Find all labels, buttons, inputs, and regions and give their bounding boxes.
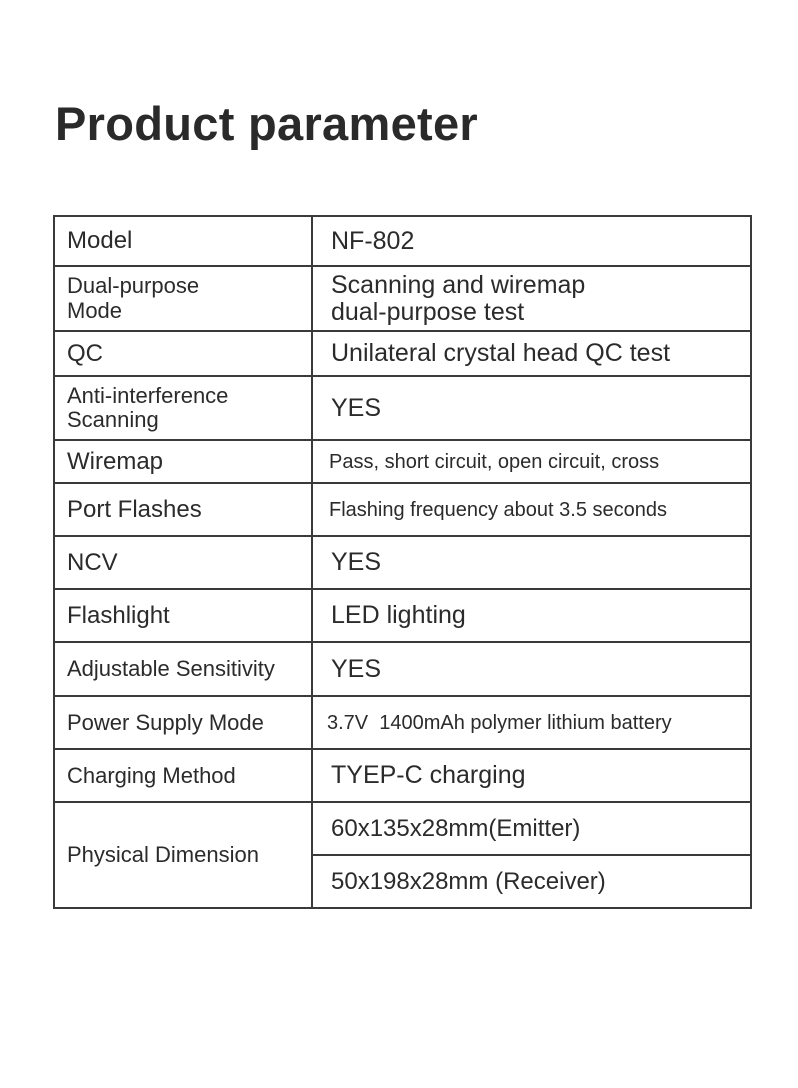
row-label-dual-purpose-mode — [54, 266, 312, 331]
row-label-flashlight: Flashlight — [54, 589, 312, 642]
row-value-physical-dimension-emitter: 60x135x28mm(Emitter) — [312, 802, 751, 855]
label-text: Anti-interference Scanning — [67, 382, 229, 432]
table-row — [54, 749, 751, 802]
table-row — [54, 696, 751, 749]
table-row — [54, 802, 751, 855]
row-label-anti-interference — [54, 376, 312, 440]
row-label-wiremap: Wiremap — [54, 440, 312, 483]
page-title: Product parameter — [55, 97, 479, 150]
row-label-adjustable-sensitivity: Adjustable Sensitivity — [54, 642, 312, 696]
row-label-port-flashes: Port Flashes — [54, 483, 312, 536]
table-row — [54, 216, 751, 266]
row-label-ncv: NCV — [54, 536, 312, 589]
row-value-dual-purpose-mode — [312, 266, 751, 331]
row-value-power-supply-mode: 3.7V 1400mAh polymer lithium battery — [312, 696, 751, 749]
row-value-charging-method: TYEP-C charging — [312, 749, 751, 802]
value-text: Scanning and wiremap dual-purpose test — [331, 271, 586, 326]
product-parameter-table — [53, 215, 752, 909]
row-value-ncv: YES — [312, 536, 751, 589]
row-label-power-supply-mode: Power Supply Mode — [54, 696, 312, 749]
row-label-physical-dimension: Physical Dimension — [54, 802, 312, 908]
table-row — [54, 536, 751, 589]
table-row — [54, 440, 751, 483]
row-value-anti-interference: YES — [312, 376, 751, 440]
table-row — [54, 266, 751, 331]
row-value-wiremap: Pass, short circuit, open circuit, cross — [312, 440, 751, 483]
table-row — [54, 589, 751, 642]
row-label-model: Model — [54, 216, 312, 266]
table-row — [54, 331, 751, 376]
table-row — [54, 642, 751, 696]
row-label-charging-method: Charging Method — [54, 749, 312, 802]
label-text: Dual-purpose Mode — [67, 273, 200, 323]
table-row — [54, 483, 751, 536]
row-value-physical-dimension-receiver: 50x198x28mm (Receiver) — [312, 855, 751, 908]
row-value-flashlight: LED lighting — [312, 589, 751, 642]
row-value-adjustable-sensitivity: YES — [312, 642, 751, 696]
row-value-qc: Unilateral crystal head QC test — [312, 331, 751, 376]
row-value-model: NF-802 — [312, 216, 751, 266]
row-value-port-flashes: Flashing frequency about 3.5 seconds — [312, 483, 751, 536]
row-label-qc: QC — [54, 331, 312, 376]
table-row — [54, 376, 751, 440]
